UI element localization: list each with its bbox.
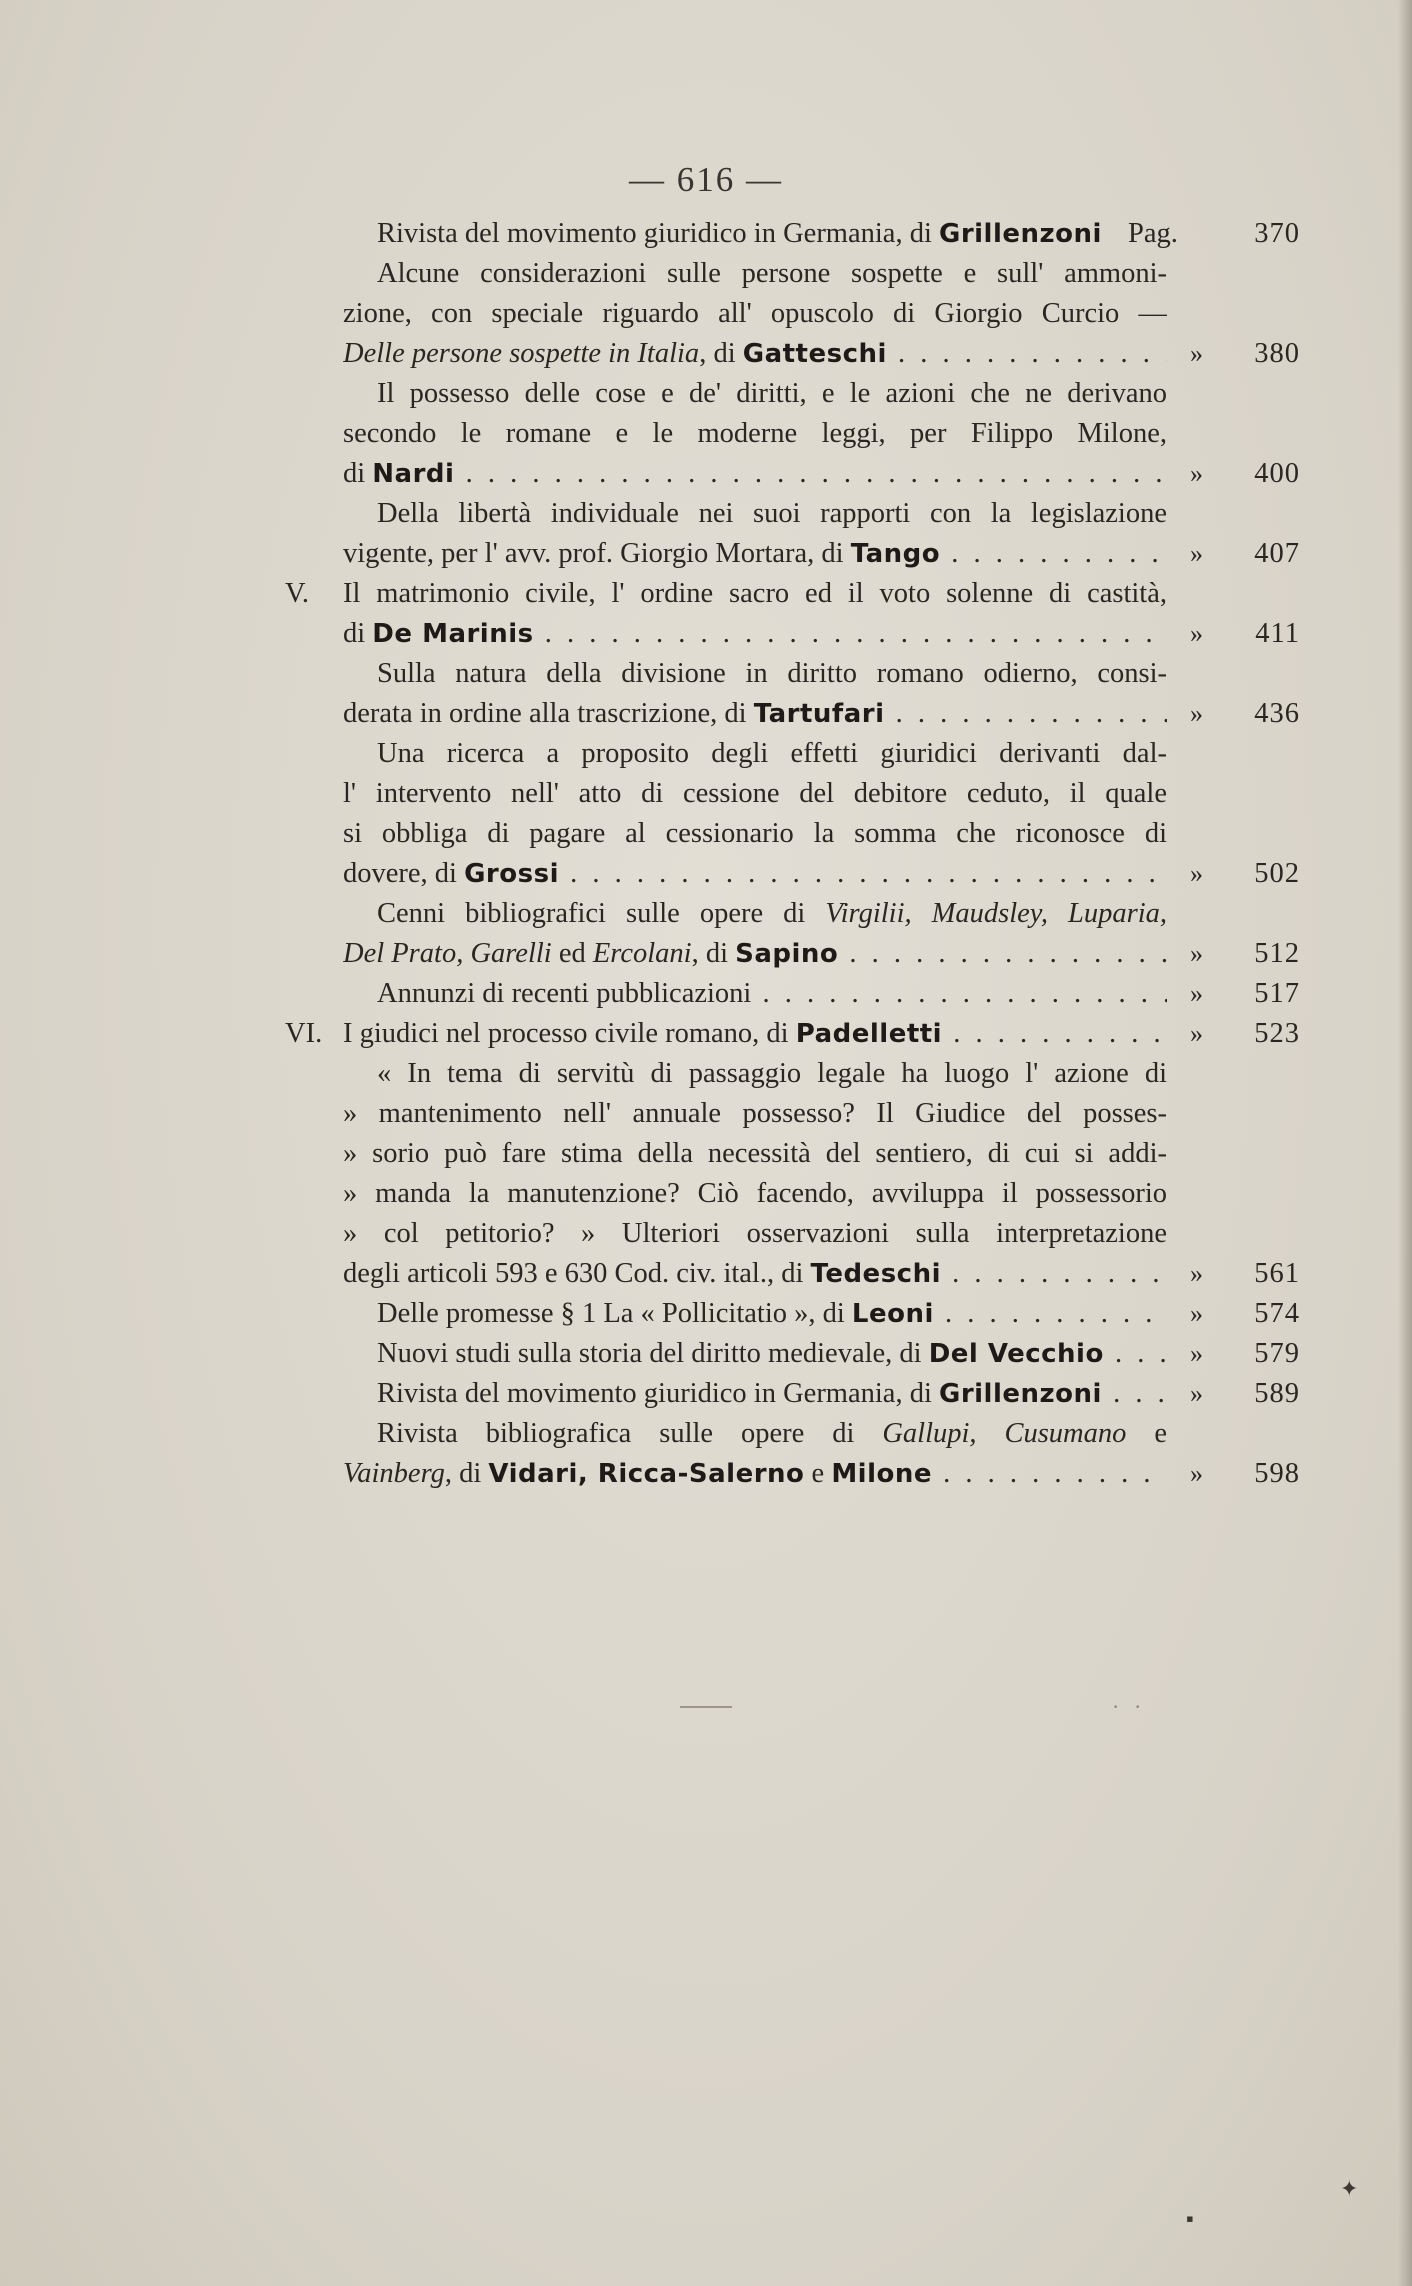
entry-text-segment: » mantenimento nell' annuale possesso? Il Giudice del posses- (343, 1098, 1167, 1129)
author-name: De Marinis (372, 619, 534, 649)
entry-text-segment: derata in ordine alla trascrizione, di (343, 698, 754, 729)
entry-text (343, 614, 1167, 654)
italic-title: Gallupi, Cusumano (882, 1418, 1127, 1449)
toc-line (0, 1454, 1412, 1494)
author-name: Grossi (464, 859, 559, 889)
ditto-mark: » (1190, 1019, 1203, 1048)
toc-line (0, 1334, 1412, 1374)
entry-text (343, 1454, 1167, 1494)
entry-text-segment: Il matrimonio civile, l' ordine sacro ed il voto solenne di castità, (343, 578, 1167, 609)
table-of-contents (0, 214, 1412, 1494)
entry-text (377, 1414, 1167, 1454)
toc-line (0, 614, 1412, 654)
author-name: Tedeschi (810, 1259, 942, 1289)
page-reference: 523 (1254, 1018, 1300, 1049)
entry-text (377, 974, 1167, 1014)
entry-text-segment: Rivista bibliografica sulle opere di (377, 1418, 883, 1449)
ditto-mark: » (1190, 939, 1203, 968)
page-reference: 436 (1254, 698, 1300, 729)
entry-text (343, 774, 1167, 814)
toc-line (0, 334, 1412, 374)
entry-text (377, 254, 1167, 294)
italic-title: Ercolani (592, 938, 692, 969)
section-numeral: VI. (285, 1018, 323, 1049)
italic-title: Virgilii, Maudsley, Luparia, (825, 898, 1167, 929)
toc-line (0, 1214, 1412, 1254)
italic-title: Del Prato, Garelli (343, 938, 552, 969)
entry-text (377, 494, 1167, 534)
ditto-mark: » (1190, 1459, 1203, 1488)
page-number: — 616 — (629, 160, 783, 199)
author-name: Padelletti (795, 1019, 943, 1049)
entry-text (343, 934, 1167, 974)
entry-text-segment: « In tema di servitù di passaggio legale ha luogo l' azione di (377, 1058, 1167, 1089)
entry-text-segment: Nuovi studi sulla storia del diritto medievale, di (377, 1338, 929, 1369)
section-numeral: V. (285, 578, 310, 609)
toc-line (0, 1294, 1412, 1334)
page-reference: 589 (1254, 1378, 1300, 1409)
toc-line (0, 1254, 1412, 1294)
entry-text-segment: dovere, di (343, 858, 465, 889)
entry-text (343, 1134, 1167, 1174)
toc-line (0, 454, 1412, 494)
toc-line (0, 774, 1412, 814)
entry-text (343, 1214, 1167, 1254)
author-name: Leoni (851, 1299, 934, 1329)
entry-text-segment: Rivista del movimento giuridico in Germania, di (377, 218, 939, 249)
entry-text (343, 1254, 1167, 1294)
italic-title: Delle persone sospette in Italia (343, 338, 700, 369)
page-reference: 574 (1254, 1298, 1300, 1329)
entry-text (377, 894, 1167, 934)
entry-text (377, 1334, 1167, 1374)
toc-line (0, 814, 1412, 854)
entry-text (343, 294, 1167, 334)
stray-dot: · (1112, 1694, 1120, 1719)
entry-text-segment: » manda la manutenzione? Ciò facendo, avviluppa il possessorio (343, 1178, 1167, 1209)
entry-text-segment: » col petitorio? » Ulteriori osservazioni sulla interpretazione (343, 1218, 1167, 1249)
entry-text-segment: secondo le romane e le moderne leggi, per Filippo Milone, (343, 418, 1167, 449)
toc-line (0, 934, 1412, 974)
entry-text-segment: Della libertà individuale nei suoi rapporti con la legislazione (377, 498, 1167, 529)
entry-text (343, 334, 1167, 374)
toc-line (0, 1054, 1412, 1094)
toc-line (0, 854, 1412, 894)
entry-text-segment: e (1126, 1418, 1167, 1449)
entry-text-segment: Sulla natura della divisione in diritto romano odierno, consi- (377, 658, 1167, 689)
author-name: Nardi (372, 459, 455, 489)
entry-text-segment: degli articoli 593 e 630 Cod. civ. ital., di (343, 1258, 811, 1289)
toc-line (0, 254, 1412, 294)
entry-text (343, 414, 1167, 454)
entry-text (343, 1014, 1167, 1054)
toc-line (0, 694, 1412, 734)
toc-line (0, 374, 1412, 414)
entry-text (343, 814, 1167, 854)
author-name: Grillenzoni (938, 1379, 1102, 1409)
author-name: Del Vecchio (928, 1339, 1104, 1369)
page-reference: 400 (1254, 458, 1300, 489)
ink-speck: ✦ (1340, 2176, 1359, 2201)
toc-line (0, 1174, 1412, 1214)
page-reference: 380 (1254, 338, 1300, 369)
toc-line (0, 894, 1412, 934)
entry-text-segment: ed (551, 938, 593, 969)
author-name: Tango (850, 539, 941, 569)
page-reference: 512 (1254, 938, 1300, 969)
page-reference: 517 (1254, 978, 1300, 1009)
toc-line (0, 294, 1412, 334)
entry-text (343, 1174, 1167, 1214)
ditto-mark: » (1190, 1339, 1203, 1368)
ditto-mark: » (1190, 619, 1203, 648)
author-name: Tartufari (753, 699, 885, 729)
toc-line (0, 1414, 1412, 1454)
entry-text (377, 214, 1167, 254)
italic-title: Vainberg (343, 1458, 445, 1489)
entry-text-segment: vigente, per l' avv. prof. Giorgio Mortara, di (343, 538, 851, 569)
entry-text (343, 694, 1167, 734)
ditto-mark: » (1190, 1259, 1203, 1288)
entry-text (377, 654, 1167, 694)
entry-text-segment: l' intervento nell' atto di cessione del debitore ceduto, il quale (343, 778, 1167, 809)
ditto-mark: » (1190, 459, 1203, 488)
entry-text (377, 1054, 1167, 1094)
entry-text (343, 574, 1167, 614)
ditto-mark: » (1190, 339, 1203, 368)
ditto-mark: » (1190, 1299, 1203, 1328)
toc-line (0, 214, 1412, 254)
entry-text-segment: di (343, 618, 373, 649)
page-label: Pag. (1128, 218, 1178, 249)
toc-line (0, 1014, 1412, 1054)
entry-text-segment: I giudici nel processo civile romano, di (343, 1018, 796, 1049)
toc-line (0, 1134, 1412, 1174)
entry-text (377, 374, 1167, 414)
entry-text-segment: si obbliga di pagare al cessionario la somma che riconosce di (343, 818, 1167, 849)
entry-text (343, 854, 1167, 894)
toc-line (0, 974, 1412, 1014)
author-name: Milone (831, 1459, 933, 1489)
author-name: Vidari, Ricca-Salerno (488, 1459, 805, 1489)
toc-line (0, 734, 1412, 774)
entry-text-segment: Una ricerca a proposito degli effetti giuridici derivanti dal- (377, 738, 1167, 769)
end-rule (680, 1706, 732, 1708)
page-reference: 579 (1254, 1338, 1300, 1369)
entry-text-segment: Delle promesse § 1 La « Pollicitatio », di (377, 1298, 852, 1329)
entry-text (343, 534, 1167, 574)
entry-text-segment: , di (444, 1458, 489, 1489)
page-reference: 561 (1254, 1258, 1300, 1289)
entry-text-segment: di (343, 458, 373, 489)
toc-line (0, 574, 1412, 614)
toc-line (0, 414, 1412, 454)
author-name: Grillenzoni (938, 219, 1102, 249)
toc-line (0, 534, 1412, 574)
entry-text-segment: Il possesso delle cose e de' diritti, e le azioni che ne derivano (377, 378, 1167, 409)
entry-text (343, 1094, 1167, 1134)
ditto-mark: » (1190, 699, 1203, 728)
entry-text (343, 454, 1167, 494)
ink-speck: ▪ (1186, 2206, 1194, 2231)
entry-text-segment: » sorio può fare stima della necessità del sentiero, di cui si addi- (343, 1138, 1167, 1169)
page-reference: 411 (1255, 618, 1300, 649)
toc-line (0, 1374, 1412, 1414)
entry-text (377, 1374, 1167, 1414)
entry-text-segment: Cenni bibliografici sulle opere di (377, 898, 826, 929)
entry-text-segment: Annunzi di recenti pubblicazioni (377, 978, 752, 1009)
toc-line (0, 1094, 1412, 1134)
entry-text-segment: zione, con speciale riguardo all' opuscolo di Giorgio Curcio — (343, 298, 1167, 329)
page-reference: 370 (1254, 218, 1300, 249)
entry-text-segment: e (804, 1458, 832, 1489)
entry-text (377, 734, 1167, 774)
ditto-mark: » (1190, 539, 1203, 568)
stray-dot: · (1134, 1694, 1142, 1719)
toc-line (0, 494, 1412, 534)
entry-text-segment: Alcune considerazioni sulle persone sospette e sull' ammoni- (377, 258, 1167, 289)
author-name: Gatteschi (742, 339, 887, 369)
page-reference: 598 (1254, 1458, 1300, 1489)
page-reference: 407 (1254, 538, 1300, 569)
page-reference: 502 (1254, 858, 1300, 889)
entry-text-segment: Rivista del movimento giuridico in Germania, di (377, 1378, 939, 1409)
entry-text-segment: , di (691, 938, 736, 969)
entry-text (377, 1294, 1167, 1334)
entry-text-segment: , di (699, 338, 743, 369)
author-name: Sapino (735, 939, 839, 969)
ditto-mark: » (1190, 1379, 1203, 1408)
ditto-mark: » (1190, 859, 1203, 888)
ditto-mark: » (1190, 979, 1203, 1008)
toc-line (0, 654, 1412, 694)
